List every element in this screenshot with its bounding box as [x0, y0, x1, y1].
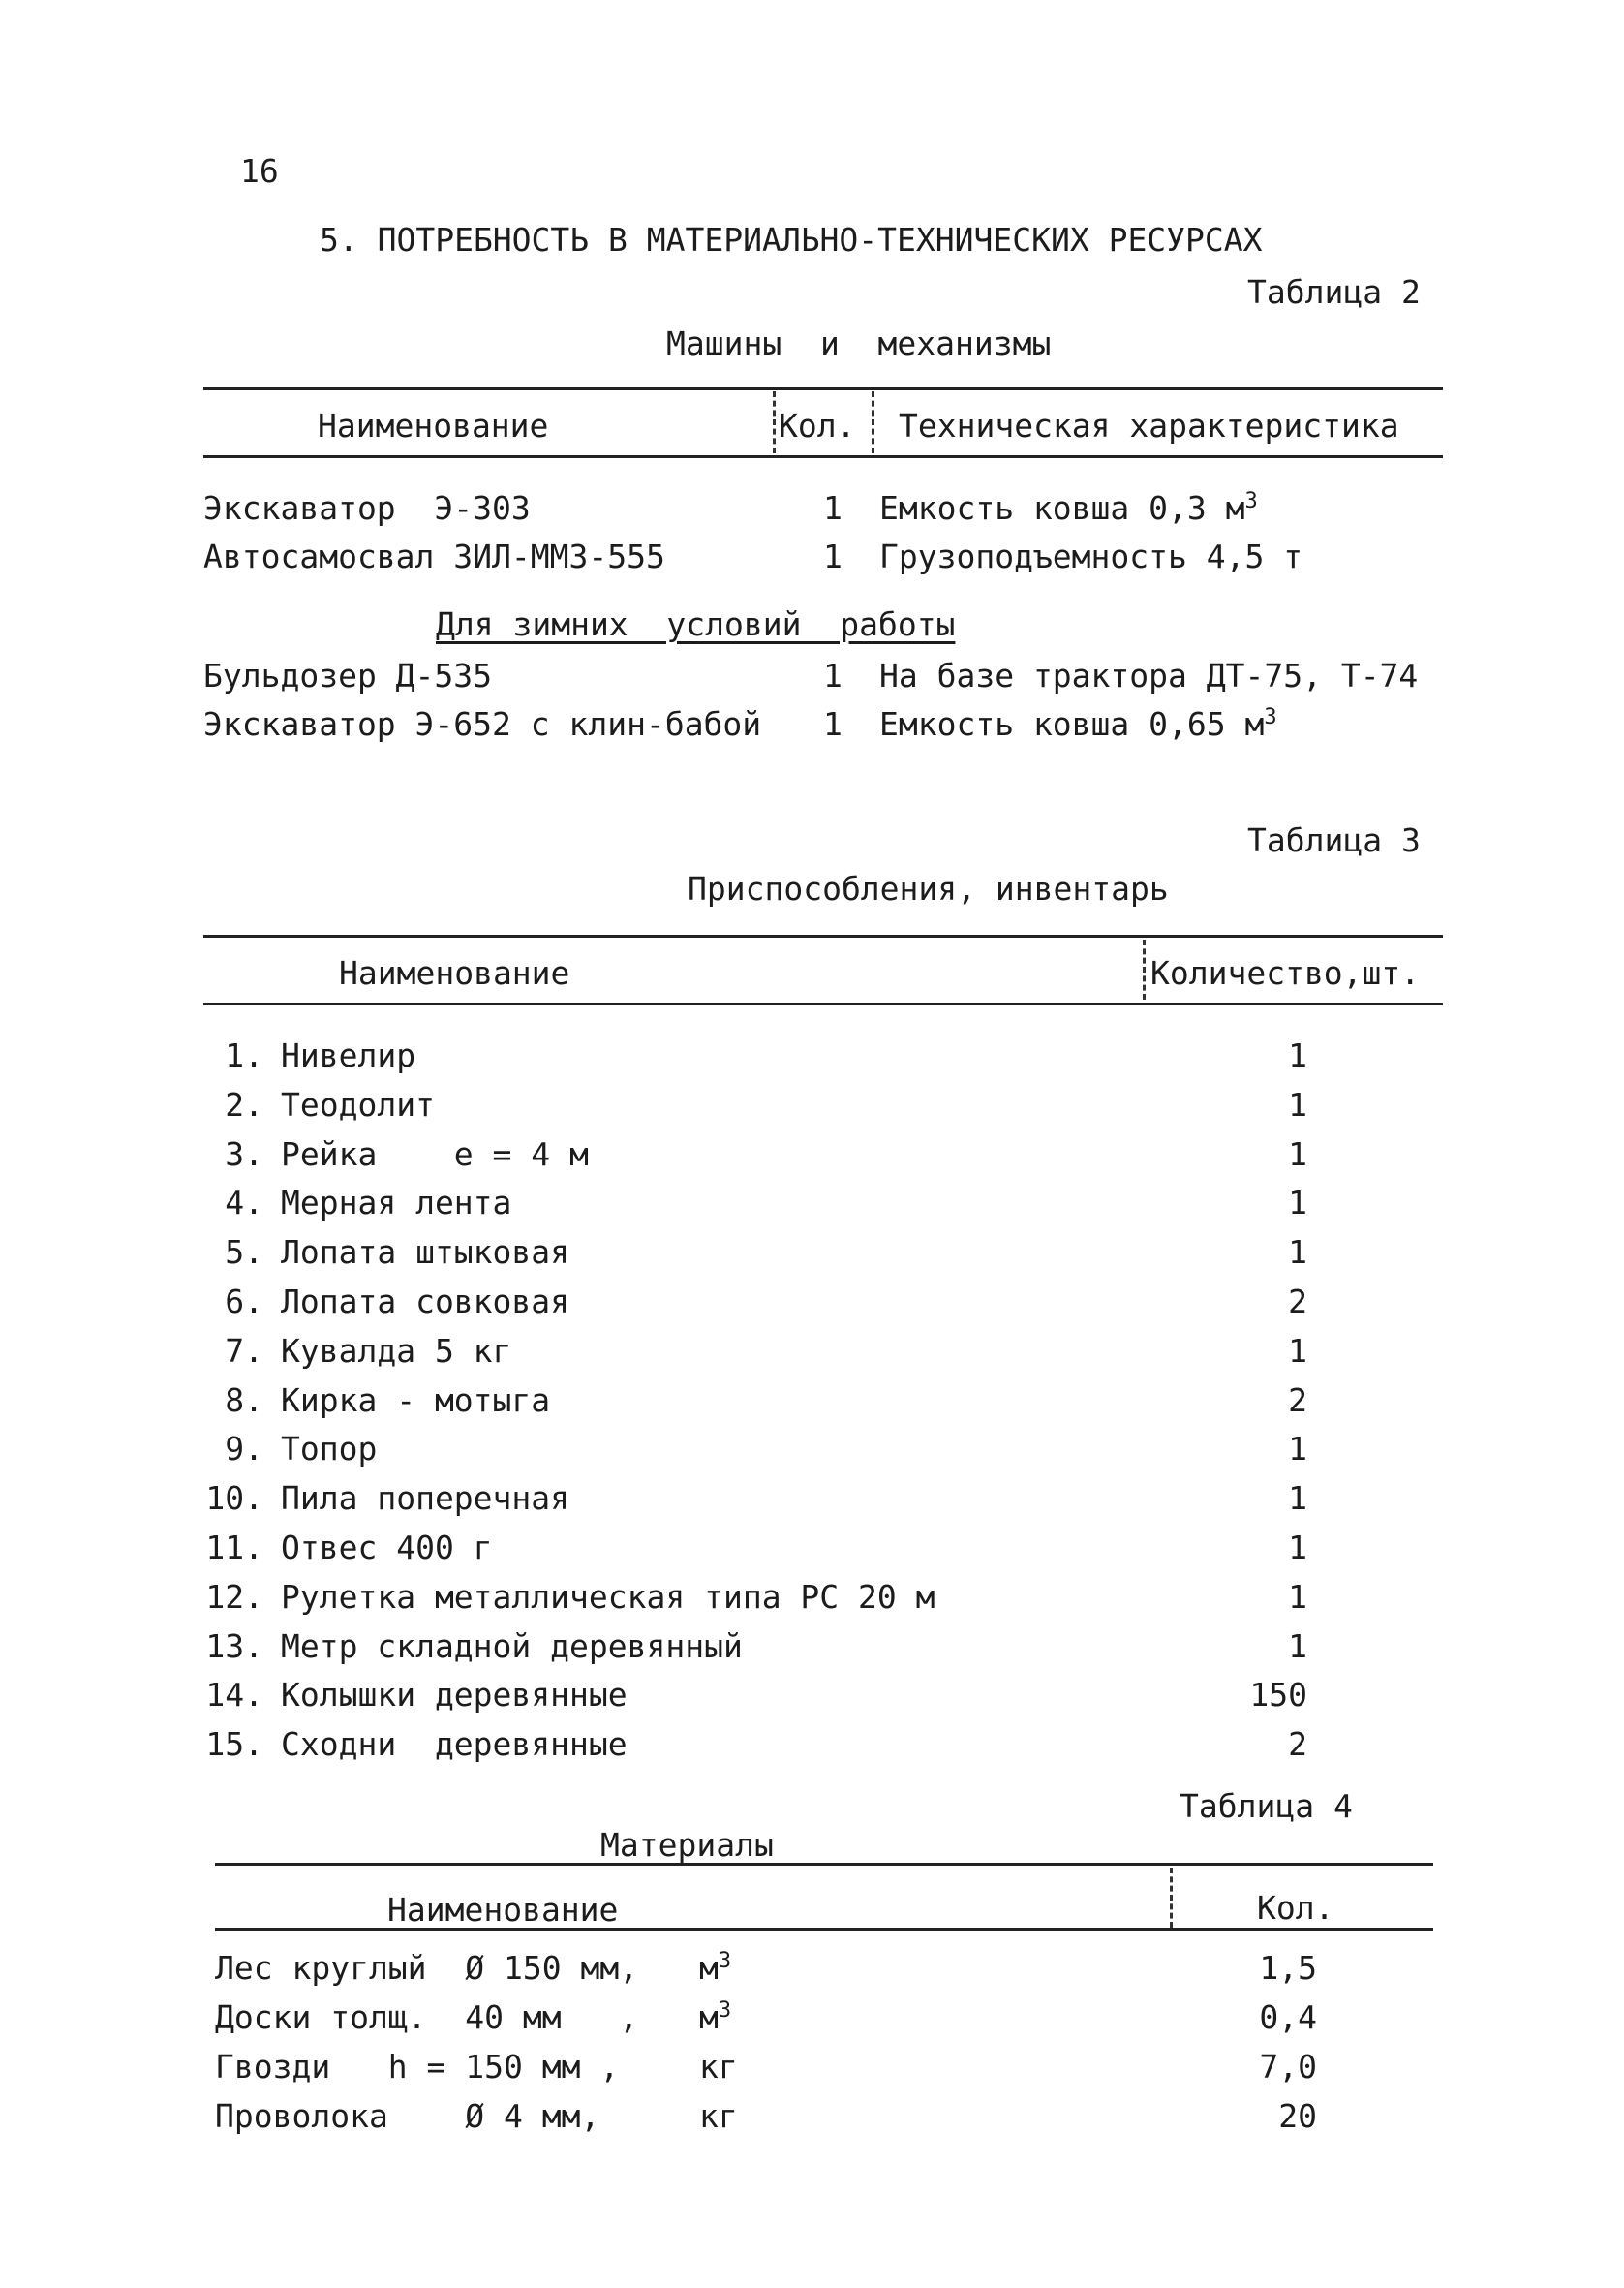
table2-header-qty: Кол. [779, 407, 856, 445]
table4-row-qty: 7,0 [1259, 2048, 1317, 2086]
table3-row-qty: 1 [1288, 1578, 1307, 1616]
table2-winter-row-1-name: Бульдозер Д-535 [203, 657, 493, 695]
table3-row-qty: 2 [1288, 1725, 1307, 1763]
table3-caption: Приспособления, инвентарь [688, 870, 1169, 908]
table3-row-qty: 1 [1288, 1086, 1307, 1124]
table4-header-qty: Кол. [1257, 1889, 1334, 1927]
table4-divider [1170, 1868, 1173, 1928]
table4-top-rule [215, 1863, 1433, 1866]
table4-header-rule [215, 1928, 1433, 1931]
page-number: 16 [240, 152, 279, 190]
table3-row-qty: 1 [1288, 1135, 1307, 1173]
table3-row-number: 2. [225, 1086, 263, 1124]
table2-winter-row-2-spec-sup: 3 [1264, 705, 1277, 729]
table3-row-number: 1. [225, 1036, 263, 1074]
table3-row-name: Лопата совковая [281, 1283, 570, 1320]
table4-row-unit-text: кг [699, 2097, 738, 2135]
table3-row-number: 15. [205, 1725, 263, 1763]
table3-row-number: 10. [205, 1479, 263, 1517]
table3-row-name: Рулетка металлическая типа РС 20 м [281, 1578, 935, 1616]
table3-divider [1143, 940, 1146, 1000]
table4-row-unit-sup: 3 [718, 1998, 732, 2023]
table3-row-number: 3. [225, 1135, 263, 1173]
table4-row-name: Гвозди h = 150 мм , [215, 2048, 620, 2086]
table2-row-2-name: Автосамосвал ЗИЛ-ММЗ-555 [203, 538, 665, 575]
table3-row-number: 11. [205, 1529, 263, 1566]
table3-row-name: Лопата штыковая [281, 1233, 570, 1271]
table2-header-spec: Техническая характеристика [899, 407, 1399, 445]
table4-label: Таблица 4 [1180, 1787, 1353, 1825]
table3-row-name: Кувалда 5 кг [281, 1332, 512, 1370]
table3-row-name: Метр складной деревянный [281, 1627, 743, 1665]
table3-row-qty: 1 [1288, 1233, 1307, 1271]
table3-header-name: Наименование [339, 954, 570, 992]
table3-row-number: 6. [225, 1283, 263, 1320]
table2-winter-row-2-name: Экскаватор Э-652 с клин-бабой [203, 705, 762, 743]
table2-row-1-qty: 1 [823, 489, 843, 527]
table3-row-number: 9. [225, 1430, 263, 1468]
table4-caption: Материалы [600, 1826, 774, 1864]
table3-row-qty: 1 [1288, 1036, 1307, 1074]
table2-divider-2 [872, 391, 874, 453]
table2-winter-row-1-spec: На базе трактора ДТ-75, Т-74 [879, 657, 1419, 695]
table4-row-name: Проволока Ø 4 мм, [215, 2097, 600, 2135]
table3-row-name: Отвес 400 г [281, 1529, 493, 1566]
table4-row-unit-text: м [699, 1998, 719, 2036]
table4-row-qty: 0,4 [1259, 1998, 1317, 2036]
table4-row-unit-text: м [699, 1949, 719, 1987]
table4-row-unit-sup: 3 [718, 1949, 732, 1973]
table3-row-qty: 1 [1288, 1332, 1307, 1370]
table3-top-rule [203, 935, 1443, 938]
table2-top-rule [203, 387, 1443, 390]
table2-row-1-name: Экскаватор Э-303 [203, 489, 531, 527]
table3-row-number: 5. [225, 1233, 263, 1271]
table3-row-number: 8. [225, 1381, 263, 1419]
table4-row-qty: 20 [1278, 2097, 1317, 2135]
table3-row-qty: 2 [1288, 1381, 1307, 1419]
table3-row-name: Теодолит [281, 1086, 435, 1124]
table3-row-qty: 1 [1288, 1184, 1307, 1221]
table3-row-number: 13. [205, 1627, 263, 1665]
table3-row-qty: 2 [1288, 1283, 1307, 1320]
table4-row-name: Доски толщ. 40 мм , [215, 1998, 639, 2036]
table2-divider-1 [773, 391, 776, 453]
table3-row-qty: 1 [1288, 1529, 1307, 1566]
table2-row-2-spec: Грузоподъемность 4,5 т [879, 538, 1303, 575]
table3-header-rule [203, 1003, 1443, 1005]
table4-row-unit [699, 1998, 731, 2036]
table4-row-unit [699, 1949, 731, 1987]
table2-winter-heading: Для зимних условий работы [436, 605, 956, 643]
table2-row-2-qty: 1 [823, 538, 843, 575]
table2-header-name: Наименование [318, 407, 549, 445]
table3-row-name: Пила поперечная [281, 1479, 570, 1517]
table3-row-name: Сходни деревянные [281, 1725, 628, 1763]
table2-header-rule [203, 455, 1443, 458]
table3-row-qty: 1 [1288, 1479, 1307, 1517]
table3-row-name: Колышки деревянные [281, 1676, 628, 1714]
table2-row-1-spec [879, 489, 1258, 527]
table4-row-unit [699, 2048, 738, 2086]
table3-row-number: 4. [225, 1184, 263, 1221]
table4-row-name: Лес круглый Ø 150 мм, [215, 1949, 639, 1987]
table3-row-name: Кирка - мотыга [281, 1381, 551, 1419]
table2-row-1-spec-text: Емкость ковша 0,3 м [879, 489, 1245, 527]
table3-row-qty: 150 [1249, 1676, 1307, 1714]
table4-row-unit [699, 2097, 738, 2135]
table2-winter-row-2-spec [879, 705, 1277, 743]
table2-winter-row-2-spec-text: Емкость ковша 0,65 м [879, 705, 1265, 743]
section-title: 5. ПОТРЕБНОСТЬ В МАТЕРИАЛЬНО-ТЕХНИЧЕСКИХ РЕСУРСАХ [320, 221, 1263, 259]
table4-row-qty: 1,5 [1259, 1949, 1317, 1987]
table3-row-qty: 1 [1288, 1430, 1307, 1468]
table3-row-number: 12. [205, 1578, 263, 1616]
table3-row-name: Мерная лента [281, 1184, 512, 1221]
table2-row-1-spec-sup: 3 [1244, 489, 1258, 513]
table2-label: Таблица 2 [1247, 273, 1421, 311]
table3-row-name: Рейка e = 4 м [281, 1135, 589, 1173]
table3-row-number: 14. [205, 1676, 263, 1714]
table3-label: Таблица 3 [1247, 821, 1421, 859]
table3-header-qty: Количество,шт. [1150, 954, 1421, 992]
table3-row-qty: 1 [1288, 1627, 1307, 1665]
table3-row-number: 7. [225, 1332, 263, 1370]
table2-caption: Машины и механизмы [666, 325, 1052, 362]
table4-header-name: Наименование [387, 1891, 619, 1929]
table2-winter-row-1-qty: 1 [823, 657, 843, 695]
table3-row-name: Топор [281, 1430, 378, 1468]
table3-row-name: Нивелир [281, 1036, 416, 1074]
table2-winter-row-2-qty: 1 [823, 705, 843, 743]
table4-row-unit-text: кг [699, 2048, 738, 2086]
